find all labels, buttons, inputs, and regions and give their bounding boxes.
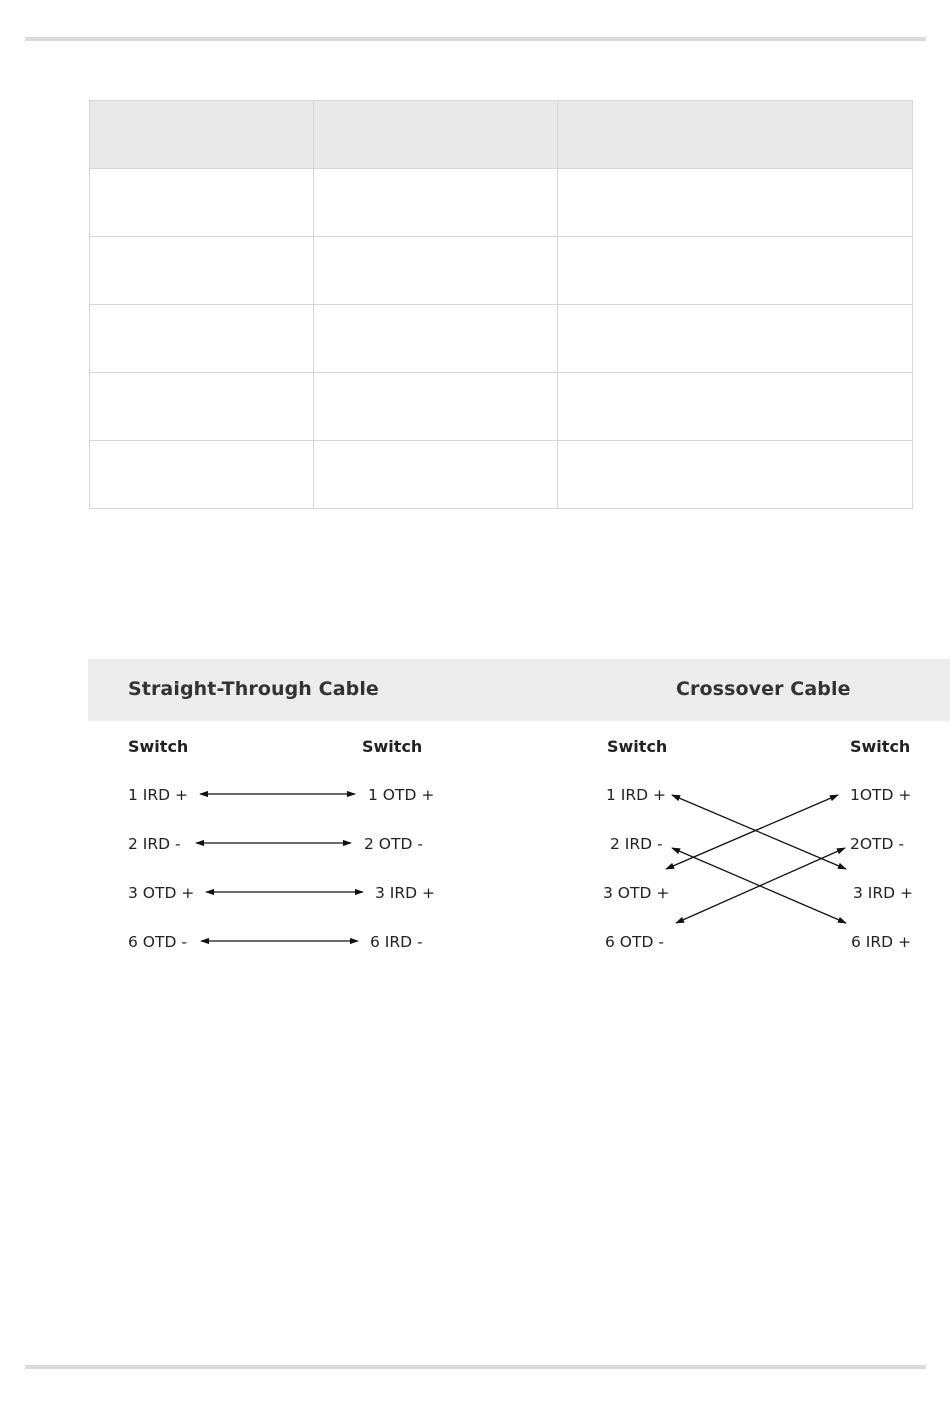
table-row: [90, 441, 913, 509]
straight-right-pin: 2 OTD -: [364, 835, 423, 853]
straight-left-pin: 2 IRD -: [128, 835, 181, 853]
table-cell: [558, 237, 913, 305]
table-cell: [90, 305, 314, 373]
crossover-left-pin: 1 IRD +: [606, 786, 666, 804]
straight-right-pin: 3 IRD +: [375, 884, 435, 902]
table-cell: [558, 169, 913, 237]
table-cell: [558, 373, 913, 441]
pin-assignment-table: [89, 100, 913, 509]
straight-right-device-label: Switch: [362, 737, 423, 756]
table-cell: [314, 441, 558, 509]
table-cell: [90, 373, 314, 441]
crossover-right-pin: 1OTD +: [850, 786, 912, 804]
cable-wiring-diagram: [88, 659, 950, 969]
table-row: [90, 373, 913, 441]
table-header-cell: [90, 101, 314, 169]
table-row: [90, 169, 913, 237]
table-cell: [314, 305, 558, 373]
table-cell: [558, 441, 913, 509]
crossover-title: Crossover Cable: [676, 678, 851, 700]
table-header-row: [90, 101, 913, 169]
table-cell: [90, 169, 314, 237]
header-rule: [25, 37, 926, 41]
straight-left-pin: 3 OTD +: [128, 884, 195, 902]
footer-rule: [25, 1365, 926, 1369]
crossover-left-device-label: Switch: [607, 737, 668, 756]
table-row: [90, 305, 913, 373]
straight-left-device-label: Switch: [128, 737, 189, 756]
table-cell: [314, 373, 558, 441]
straight-left-pin: 1 IRD +: [128, 786, 188, 804]
crossover-wire-3-to-1: [666, 795, 838, 869]
wiring-lines: [88, 659, 950, 969]
crossover-wire-1-to-3: [672, 795, 846, 869]
table-cell: [558, 305, 913, 373]
straight-left-pin: 6 OTD -: [128, 933, 187, 951]
table-cell: [90, 441, 314, 509]
table-cell: [90, 237, 314, 305]
crossover-left-pin: 6 OTD -: [605, 933, 664, 951]
straight-right-pin: 1 OTD +: [368, 786, 435, 804]
table-cell: [314, 169, 558, 237]
crossover-right-pin: 2OTD -: [850, 835, 904, 853]
table-header-cell: [314, 101, 558, 169]
straight-through-title: Straight-Through Cable: [128, 678, 379, 700]
straight-right-pin: 6 IRD -: [370, 933, 423, 951]
table-cell: [314, 237, 558, 305]
crossover-left-pin: 3 OTD +: [603, 884, 670, 902]
table-header-cell: [558, 101, 913, 169]
table-row: [90, 237, 913, 305]
crossover-right-pin: 3 IRD +: [853, 884, 913, 902]
crossover-right-pin: 6 IRD +: [851, 933, 911, 951]
crossover-right-device-label: Switch: [850, 737, 911, 756]
crossover-left-pin: 2 IRD -: [610, 835, 663, 853]
